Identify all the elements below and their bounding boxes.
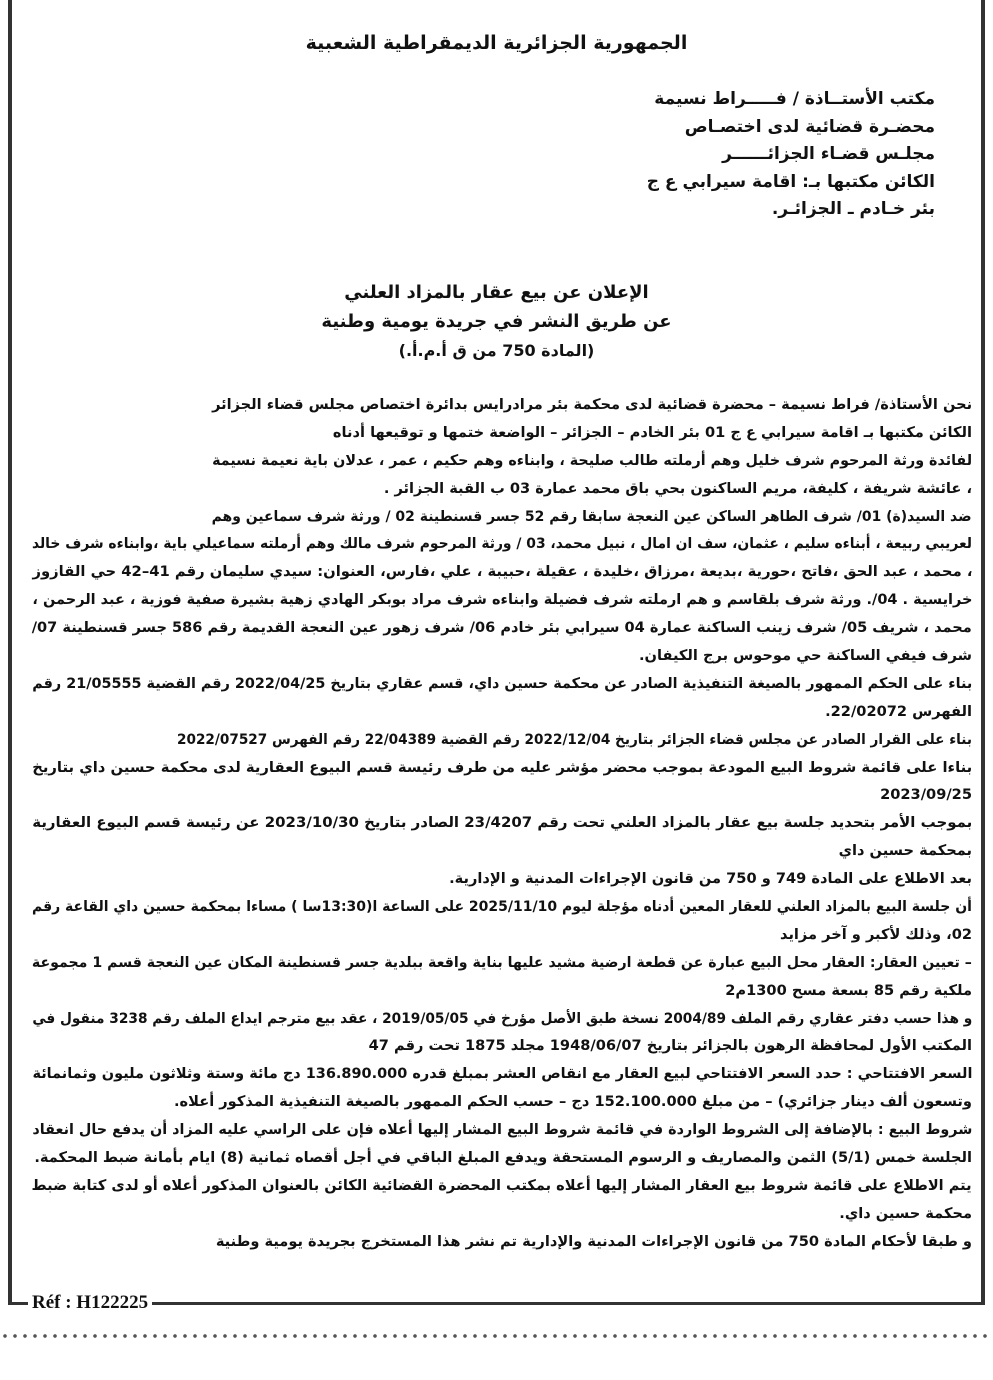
- body-line: و هذا حسب دفتر عقاري رقم الملف 2004/89 نسخة طبق الأصل مؤرخ في 2019/05/05 ، عقد بيع مترجم ايداع الملف رقم 3238 منقول في: [32, 1009, 972, 1027]
- body-line-row: [32, 949, 972, 977]
- body-line-row: [32, 614, 972, 642]
- body-line-row: [32, 503, 972, 531]
- reference-label: Réf : H122225: [28, 1291, 152, 1315]
- body-line-row: [32, 558, 972, 586]
- announcement-title-block: [0, 278, 993, 365]
- page-border-right: [981, 0, 985, 1305]
- body-line: ضد السيد(ة) 01/ شرف الطاهر الساكن عين النعجة سابقا رقم 52 جسر قسنطينة 02 / ورثة شرف سماعين وهم: [212, 507, 972, 525]
- body-line-row: [32, 893, 972, 921]
- body-line: محمد ، شريف 05/ شرف زينب الساكنة عمارة 04 سيرابي بئر خادم 06/ شرف زهور عين النعجة القديمة رقم 586 جسر قسنطينة 07/: [31, 619, 972, 637]
- office-line: محضـرة قضائية لدى اختصـاص: [684, 116, 935, 137]
- office-line: الكائن مكتبها بـ: اقامة سيرابي ع ج: [646, 171, 935, 192]
- body-line-row: [32, 865, 972, 893]
- body-line: 2023/09/25: [880, 786, 972, 804]
- body-line-row: [32, 475, 972, 503]
- body-line-row: [32, 754, 972, 782]
- body-line: 02، وذلك لأكبر و آخر مزايد: [780, 925, 972, 943]
- body-line: شرف فيفي الساكنة حي موحوس برج الكيفان.: [638, 647, 972, 665]
- body-line: الجلسة خمس (5/1) الثمن والمصاريف و الرسوم المستحقة ويدفع المبلغ الباقي في أجل أقصاه ثمانية (8) ايام بأمانة ضبط المحكمة.: [34, 1149, 972, 1167]
- body-line: بناءا على قائمة شروط البيع المودعة بموجب محضر مؤشر عليه من طرف رئيسة قسم البيوع العقارية لدى محكمة حسين داي بتاريخ: [31, 758, 972, 776]
- body-line: بناء على الحكم الممهور بالصيغة التنفيذية الصادر عن محكمة حسين داي، قسم عقاري بتاريخ 2022/04/25 رقم القضية 21/05555 رقم: [31, 674, 973, 692]
- body-line: خرايسية . 04/. ورثة شرف بلقاسم و هم ارملته شرف فضيلة وابناءه شرف مراد بوبكر الهادي زهية بشيرة صفية فوزية ، عبد الرحمن ،: [31, 591, 972, 609]
- body-line: وتسعون ألف دينار جزائري) – من مبلغ 152.100.000 دج – حسب الحكم الممهور بالصيغة التنفيذية المذكور أعلاه.: [173, 1093, 972, 1111]
- body-line-row: [32, 1032, 972, 1060]
- body-line-row: [32, 781, 972, 809]
- office-address-block: [647, 86, 935, 224]
- body-line-row: [32, 1116, 972, 1144]
- body-line: لعريبي ربيعة ، أبناءه سليم ، عثمان، سف ان امال ، نبيل محمد، 03 / ورثة المرحوم شرف مالك وهم أرملته سماعيلي باية ،وابناءه شرف خالد: [31, 535, 972, 553]
- body-line-row: [32, 642, 972, 670]
- body-line: ، عائشة شريفة ، كليفة، مريم الساكنون بحي باق محمد عمارة 03 ب القبة الجزائر .: [383, 479, 972, 497]
- body-line-row: [32, 670, 972, 698]
- announcement-title: الإعلان عن بيع عقار بالمزاد العلني: [344, 282, 649, 303]
- announcement-article: (المادة 750 من ق أ.م.أ.): [398, 341, 595, 360]
- body-line-row: [32, 391, 972, 419]
- body-line: السعر الافتتاحي : حدد السعر الافتتاحي لبيع العقار مع انقاص العشر بمبلغ قدره 136.890.000 دج مائة وستة وثلاثون مليون وثمانمائة: [32, 1065, 972, 1083]
- body-line-row: [32, 1172, 972, 1200]
- body-line: نحن الأستاذة/ فراط نسيمة – محضرة قضائية لدى محكمة بئر مرادرايس بدائرة اختصاص مجلس قضاء الجزائر: [211, 396, 972, 413]
- body-line: الكائن مكتبها بـ اقامة سيرابي ع ج 01 بئر الخادم – الجزائر – الواضعة ختمها و توقيعها أدناه: [332, 423, 972, 441]
- body-line-row: [32, 698, 972, 726]
- body-line: بموجب الأمر بتحديد جلسة بيع عقار بالمزاد العلني تحت رقم 23/4207 الصادر بتاريخ 2023/10/30 عن رئيسة قسم البيوع العقارية: [31, 814, 972, 832]
- office-line: مكتب الأستــاذة / فـــــراط نسيمة: [654, 89, 935, 109]
- body-line: – تعيين العقار: العقار محل البيع عبارة عن قطعة ارضية مشيد عليها بناية واقعة ببلدية جسر قسنطينة المكان عين النعجة قسم 1 مجموعة: [32, 953, 972, 971]
- announcement-body: [32, 391, 972, 1256]
- body-line: ، محمد ، عبد الحق ،فاتح ،حورية ،بديعة ،مرزاق ،خليدة ، عقيلة ،حبيبة ، علي ،فارس، العنوان: سيدي سليمان رقم 41–42 حي القازوز: [32, 563, 972, 581]
- body-line: يتم الاطلاع على قائمة شروط بيع العقار المشار إليها أعلاه بمكتب المحضرة القضائية الكائن بالعنوان المذكور أعلاه أو لدى كتابة ضبط: [31, 1176, 972, 1194]
- page-border-bottom: [8, 1302, 985, 1305]
- body-line: محكمة حسين داي.: [839, 1204, 972, 1222]
- dotted-separator: [0, 1333, 993, 1339]
- body-line-row: [32, 921, 972, 949]
- body-line-row: [32, 1144, 972, 1172]
- body-line: بناء على القرار الصادر عن مجلس قضاء الجزائر بتاريخ 2022/12/04 رقم القضية 22/04389 رقم الفهرس 2022/07527: [177, 730, 972, 748]
- body-line-row: [32, 809, 972, 837]
- body-line-row: [32, 1228, 972, 1256]
- body-line-row: [32, 726, 972, 754]
- body-line: بعد الاطلاع على المادة 749 و 750 من قانون الإجراءات المدنية و الإدارية.: [449, 870, 972, 888]
- body-line: الفهرس 22/02072.: [825, 702, 972, 720]
- page-border-left: [8, 0, 12, 1305]
- body-line: أن جلسة البيع بالمزاد العلني للعقار المعين أدناه مؤجلة ليوم 2025/11/10 على الساعة ا(13:30سا ) مساءا بمحكمة حسين داي القاعة رقم: [32, 898, 972, 916]
- announcement-subtitle: عن طريق النشر في جريدة يومية وطنية: [321, 311, 672, 332]
- body-line-row: [32, 447, 972, 475]
- body-line: ملكية رقم 85 بسعة مسح 1300م2: [725, 981, 972, 999]
- office-line: مجلـس قضـاء الجزائــــــر: [722, 144, 935, 164]
- body-line: لفائدة ورثة المرحوم شرف خليل وهم أرملته طالب صليحة ، وابناءه وهم حكيم ، عمر ، عدلان باية نعيمة نسيمة: [212, 451, 972, 469]
- body-line-row: [32, 1088, 972, 1116]
- body-line: المكتب الأول لمحافظة الرهون بالجزائر بتاريخ 1948/06/07 مجلد 1875 تحت رقم 47: [368, 1037, 972, 1055]
- body-line-row: [32, 1060, 972, 1088]
- body-line-row: [32, 419, 972, 447]
- country-heading: الجمهورية الجزائرية الديمقراطية الشعبية: [305, 32, 688, 54]
- body-line: شروط البيع : بالإضافة إلى الشروط الواردة في قائمة شروط البيع المشار إليها أعلاه فإن على الراسي عليه المزاد أن يدفع حال انعقاد: [32, 1121, 972, 1139]
- body-line: و طبقا لأحكام المادة 750 من قانون الإجراءات المدنية والإدارية تم نشر هذا المستخرج بجريدة يومية وطنية: [215, 1232, 972, 1250]
- body-line-row: [32, 1200, 972, 1228]
- body-line-row: [32, 977, 972, 1005]
- body-line-row: [32, 530, 972, 558]
- office-line: بئر خـادم ـ الجزائـر.: [771, 199, 935, 219]
- body-line-row: [32, 1005, 972, 1033]
- body-line: بمحكمة حسين داي: [838, 842, 972, 860]
- body-line-row: [32, 586, 972, 614]
- body-line-row: [32, 837, 972, 865]
